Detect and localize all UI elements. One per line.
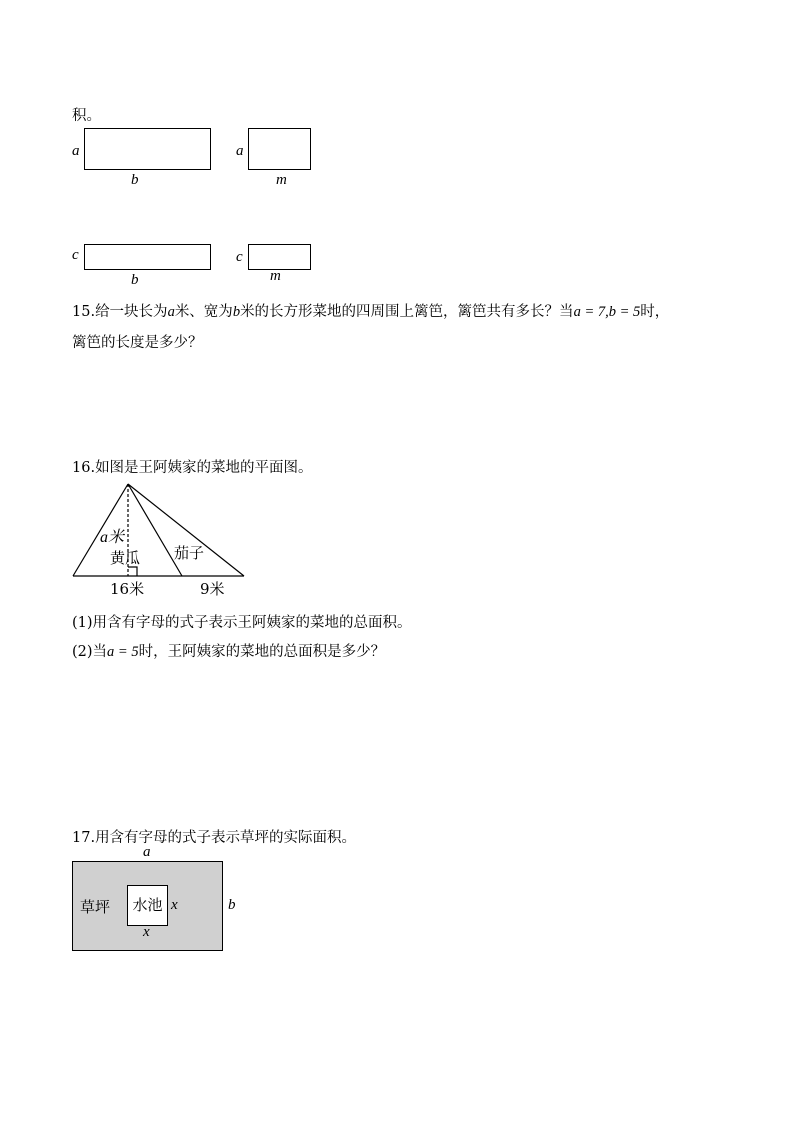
q14-tail-text: 积。 bbox=[72, 108, 101, 124]
q17-number: 17. bbox=[72, 830, 96, 846]
rectangle-a-m bbox=[248, 128, 311, 170]
rectangle-c-m bbox=[248, 244, 311, 270]
q17-title bbox=[72, 828, 356, 848]
cucumber-label: 黄瓜 bbox=[110, 549, 141, 567]
rect3-side-label: c bbox=[72, 247, 79, 263]
lawn-top-label: a bbox=[143, 844, 151, 860]
pool-square bbox=[127, 885, 168, 926]
plot-right-edge bbox=[128, 484, 244, 576]
q15-text-part2: 米、宽为 bbox=[174, 304, 233, 320]
eggplant-label: 茄子 bbox=[174, 544, 205, 562]
q15-var-b: b bbox=[232, 304, 241, 320]
q16-sub2-part2: 时，王阿姨家的菜地的总面积是多少？ bbox=[138, 644, 386, 660]
rect2-bottom-label: m bbox=[276, 172, 287, 188]
q15-text-part3: 米的长方形菜地的四周围上篱笆，篱笆共有多长？当 bbox=[240, 304, 574, 320]
q15-line1 bbox=[72, 302, 669, 322]
vegetable-plot-figure bbox=[60, 478, 260, 603]
q16-text: 如图是王阿姨家的菜地的平面图。 bbox=[95, 460, 313, 476]
q16-sub2-part1: (2)当 bbox=[72, 644, 108, 660]
q17-text: 用含有字母的式子表示草坪的实际面积。 bbox=[95, 830, 357, 846]
rect1-bottom-label: b bbox=[131, 172, 139, 188]
pool-label: 水池 bbox=[132, 896, 163, 914]
base-left-label: 16米 bbox=[110, 580, 145, 598]
q16-title bbox=[72, 458, 313, 478]
rect2-side-label: a bbox=[236, 143, 244, 159]
lawn-right-label: b bbox=[228, 897, 236, 913]
q15-var-a: a bbox=[167, 304, 175, 320]
rectangle-c-b bbox=[84, 244, 211, 270]
q15-text-part1: 给一块长为 bbox=[95, 304, 168, 320]
pool-side-label: x bbox=[171, 897, 178, 913]
rect4-side-label: c bbox=[236, 249, 243, 265]
q16-sub2-condition: a = 5 bbox=[107, 644, 139, 660]
right-angle-mark bbox=[128, 567, 137, 576]
q15-text-part4: 时， bbox=[640, 304, 670, 320]
q16-number: 16. bbox=[72, 460, 96, 476]
q16-sub1: (1)用含有字母的式子表示王阿姨家的菜地的总面积。 bbox=[72, 615, 412, 631]
q16-sub2 bbox=[72, 642, 385, 662]
rect4-bottom-label: m bbox=[270, 268, 281, 284]
lawn-label: 草坪 bbox=[80, 898, 111, 916]
q15-condition: a = 7,b = 5 bbox=[573, 304, 641, 320]
rect3-bottom-label: b bbox=[131, 272, 139, 288]
rect1-side-label: a bbox=[72, 143, 80, 159]
q15-number: 15. bbox=[72, 304, 96, 320]
rectangle-a-b bbox=[84, 128, 211, 170]
base-right-label: 9米 bbox=[200, 580, 225, 598]
pool-bottom-label: x bbox=[143, 924, 150, 940]
q15-line2: 篱笆的长度是多少？ bbox=[72, 335, 203, 351]
height-label: a米 bbox=[100, 529, 125, 546]
